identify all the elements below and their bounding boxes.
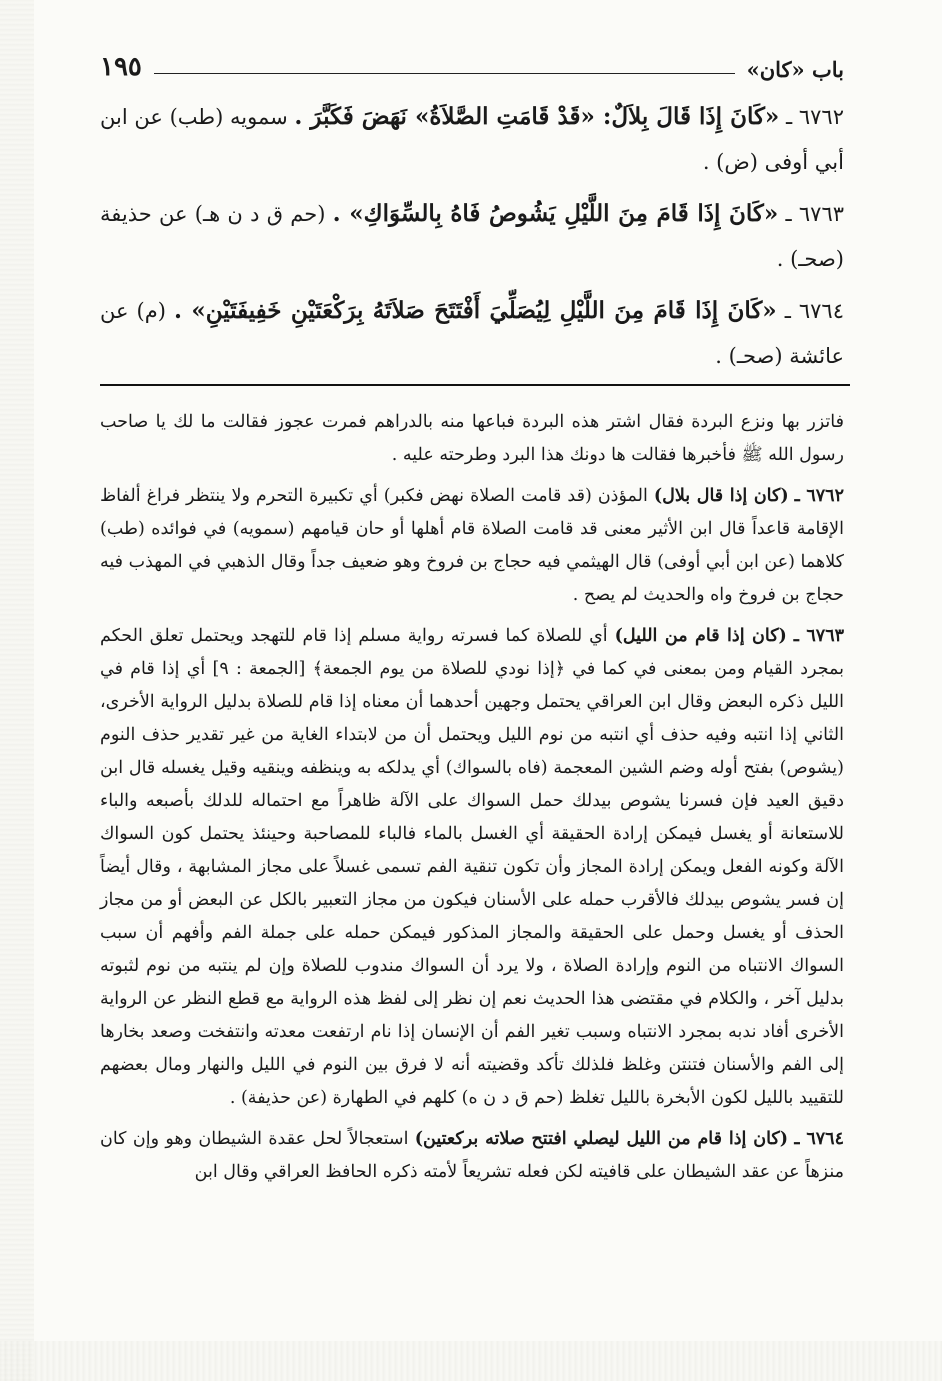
hadith-number: ٦٧٦٣ ـ: [785, 202, 845, 226]
commentary-block: [100, 406, 844, 1197]
commentary-number: ٦٧٦٢ ـ: [794, 486, 844, 506]
header-rule: [154, 73, 735, 74]
page-header: [100, 40, 844, 80]
scan-edge-left: [0, 0, 34, 1381]
hadith-entry: [100, 288, 844, 379]
hadith-entry: [100, 94, 844, 185]
commentary-lemma: (كان إذا قال بلال): [653, 486, 789, 506]
commentary-lemma: (كان إذا قام من الليل): [614, 626, 787, 646]
hadith-text: «كَانَ إِذَا قَامَ مِنَ اللَّيْلِ لِيُصَلِّيَ أَفْتَتَحَ صَلاَتَهُ بِرَكْعَتَيْنِ خَفِيفَتَيْنِ» .: [173, 297, 777, 324]
commentary-entry: [100, 1123, 844, 1189]
commentary-number: ٦٧٦٣ ـ: [793, 626, 844, 646]
commentary-number: ٦٧٦٤ ـ: [794, 1129, 844, 1149]
hadith-reference: (م) عن عائشة (صحـ) .: [100, 299, 844, 368]
hadith-number: ٦٧٦٤ ـ: [784, 299, 844, 323]
hadith-number: ٦٧٦٢ ـ: [786, 105, 844, 129]
page-number: ١٩٥: [100, 52, 142, 82]
commentary-intro: فاتزر بها ونزع البردة فقال اشتر هذه البردة فباعها منه بالدراهم فمرت عجوز فقالت ما لك يا صاحب رسول الله ﷺ فأخبرها فقالت ها دونك هذا البرد وطرحته عليه .: [100, 412, 844, 465]
commentary-lemma: (كان إذا قام من الليل ليصلي افتتح صلاته بركعتين): [414, 1129, 789, 1149]
hadith-text: «كَانَ إِذَا قَامَ مِنَ اللَّيْلِ يَشُوصُ فَاهُ بِالسِّوَاكِ» .: [332, 200, 779, 227]
running-title: باب «كان»: [746, 57, 844, 82]
hadith-text-block: [100, 94, 844, 385]
commentary-entry: [100, 480, 844, 612]
commentary-text: أي للصلاة كما فسرته رواية مسلم إذا قام للتهجد ويحتمل تعلق الحكم بمجرد القيام ومن بمعنى في كما في ﴿إذا نودي للصلاة من يوم الجمعة﴾ [الجمعة : ٩] أي إذا قام في الليل ذكره البعض وقال ابن العراقي يحتمل وجهين أحدهما أن معناه إذا قام للصلاة بدليل الرواية الأخرى، الثاني إذا انتبه وفيه حذف أي انتبه من نوم الليل ويحتمل أن من لابتداء الغاية من غير تقدير حذف النوم (يشوص) بفتح أوله وضم الشين المعجمة (فاه بالسواك) أي يدلكه به وينظفه وينقيه وقيل يغسله قال ابن دقيق العيد فإن فسرنا يشوص بيدلك حمل السواك على الآلة ظاهراً مع احتماله للدلك بأصبعه والباء للاستعانة أو يغسل فيمكن إرادة الحقيقة أي الغسل بالماء فالباء للمصاحبة وحينئذ يحتمل كون السواك الآلة وكونه الفعل ويمكن إرادة المجاز وأن تكون تنقية الفم تسمى غسلاً على مجاز المشابهة ، وقال أيضاً إن فسر يشوص بيدلك فالأقرب حمله على الأسنان فيكون من مجاز التعبير بالكل عن البعض أو من مجاز الحذف أو يغسل وحمل على الحقيقة والمجاز المذكور فيمكن حمله على جملة الفم وأفهم أن سبب السواك الانتباه من النوم وإرادة الصلاة ، ولا يرد أن السواك مندوب للصلاة وإن لم ينتبه من نوم لثبوته بدليل آخر ، والكلام في مقتضى هذا الحديث نعم إن نظر إلى لفظ هذه الرواية مع قطع النظر عن الرواية الأخرى أفاد ندبه بمجرد الانتباه وسبب تغير الفم أن الإنسان إذا نام ارتفعت معدته وانتفخت وصعد بخارها إلى الفم والأسنان فتنتن وغلظ فلذلك تأكد وقضيته أنه لا فرق بين النوم في الليل والنهار ومال بعضهم للتقييد بالليل لكون الأبخرة بالليل تغلظ (حم ق د ن ه) كلهم في الطهارة (عن حذيفة) .: [100, 626, 845, 1108]
hadith-reference: (حم ق د ن هـ) عن حذيفة (صحـ) .: [100, 202, 844, 271]
hadith-reference: سمويه (طب) عن ابن أبي أوفى (ض) .: [100, 105, 844, 174]
hadith-entry: [100, 191, 844, 282]
hadith-text: «كَانَ إِذَا قَالَ بِلاَلٌ: «قَدْ قَامَتِ الصَّلاَةُ» نَهَضَ فَكَبَّرَ .: [294, 103, 780, 130]
commentary-text: استعجالاً لحل عقدة الشيطان وهو وإن كان منزهاً عن عقد الشيطان على قافيته لكن فعله تشريعاً لأمته ذكره الحافظ العراقي وقال ابن: [100, 1129, 844, 1182]
section-divider: [100, 384, 850, 386]
commentary-text: المؤذن (قد قامت الصلاة نهض فكبر) أي تكبيرة التحرم ولا ينتظر فراغ ألفاظ الإقامة قاعداً قال ابن الأثير معنى قد قامت الصلاة قام أهلها أو حان قيامهم (سمويه) في فوائده (طب) كلاهما (عن ابن أبي أوفى) قال الهيثمي فيه حجاج بن فروخ وهو ضعيف جداً وقال الذهبي في المهذب فيه حجاج بن فروخ واه والحديث لم يصح .: [100, 486, 844, 605]
commentary-entry: [100, 620, 844, 1115]
scan-edge-bottom: [0, 1341, 942, 1381]
